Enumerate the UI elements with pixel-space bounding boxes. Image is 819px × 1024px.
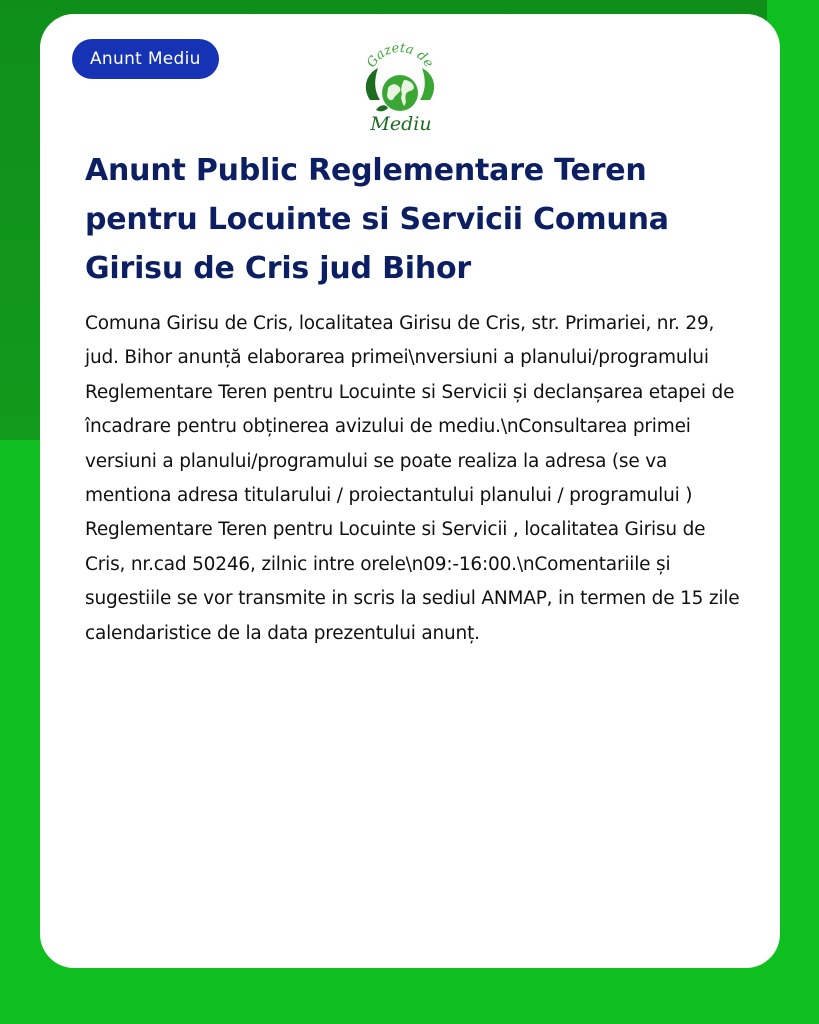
globe-leaf-icon <box>356 38 444 134</box>
announcement-body: Comuna Girisu de Cris, localitatea Girisu de Cris, str. Primariei, nr. 29, jud. Bihor anunță elaborarea primei\nversiuni a planului/programului Reglementare Teren pentru Locuinte si Servicii și declanșarea etapei de încadrare pentru obținerea avizului de mediu.\nConsultarea primei versiuni a planului/programului se poate realiza la adresa (se va mentiona adresa titularului / proiectantului planului / programului ) Reglementare Teren pentru Locuinte si Servicii , localitatea Girisu de Cris, nr.cad 50246, zilnic intre orele\n09:-16:00.\nComentariile și sugestiile se vor transmite in scris la sediul ANMAP, in termen de 15 zile calendaristice de la data prezentului anunț. <box>85 313 740 644</box>
announcement-title: Anunt Public Reglementare Teren pentru Locuinte si Servicii Comuna Girisu de Cris jud Bihor <box>85 153 669 286</box>
gazeta-de-mediu-logo <box>356 38 444 134</box>
category-badge[interactable]: Anunt Mediu <box>72 39 219 79</box>
svg-text:Gazeta de <box>364 41 436 71</box>
logo-top-text: Gazeta de <box>364 40 437 71</box>
announcement-card <box>40 14 780 968</box>
logo-bottom-text: Mediu <box>370 113 432 134</box>
